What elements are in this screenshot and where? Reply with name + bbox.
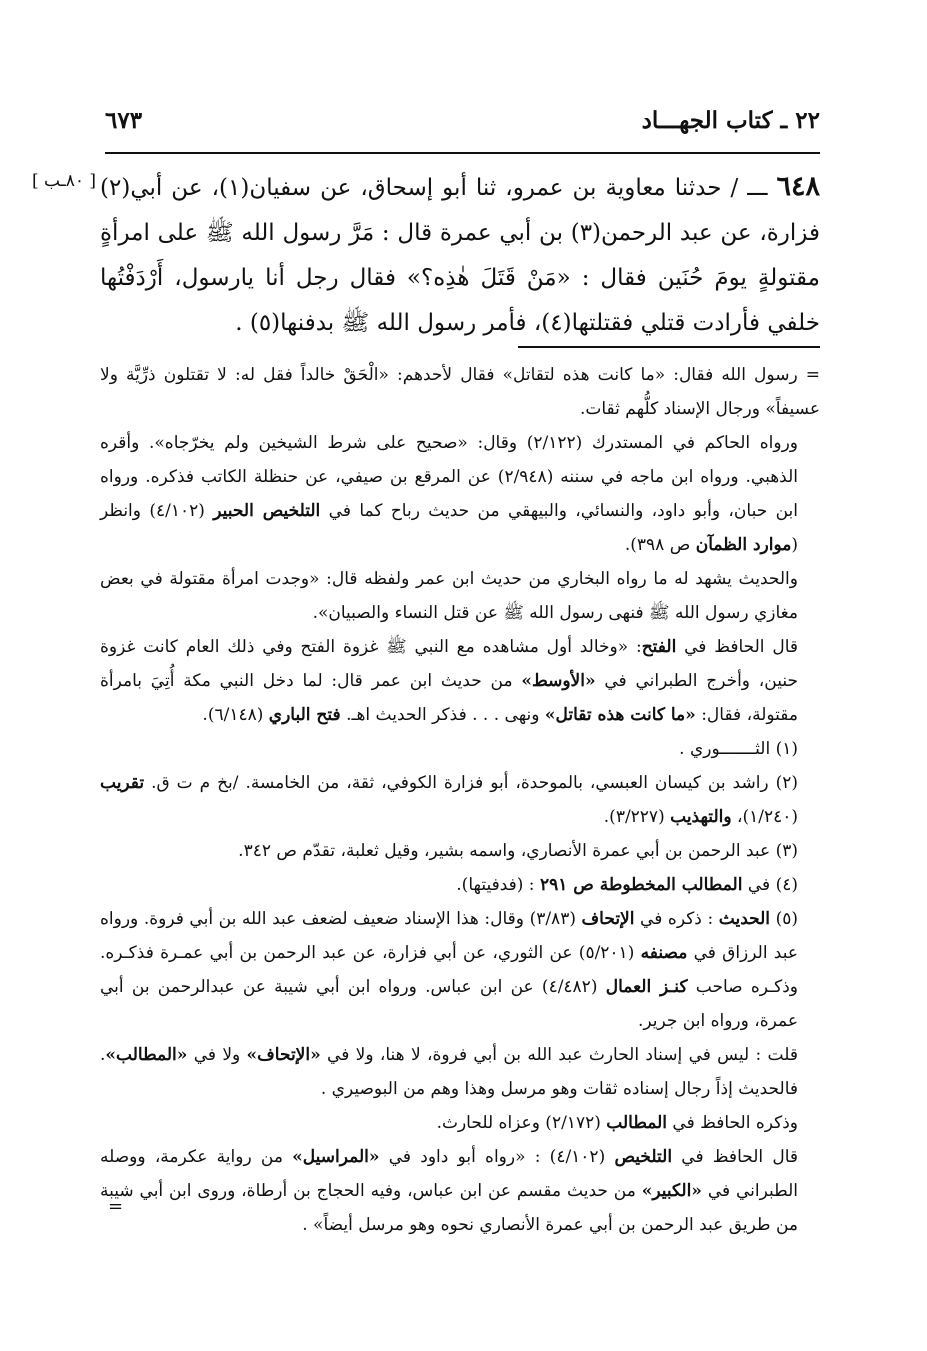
footnote-text: (٣) عبد الرحمن بن أبي عمرة الأنصاري، واسمه بشير، وقيل ثعلبة، تقدّم ص ٣٤٢. (238, 841, 798, 861)
footnote-paragraph (100, 562, 820, 630)
footnote-citation: «الإتحاف» (246, 1045, 321, 1065)
footnote-citation: فتح الباري (268, 705, 341, 725)
footnote-paragraph (100, 1038, 820, 1106)
footnote-citation: المطالب (606, 1113, 667, 1133)
footnote-text: (١/٢٤٠)، (731, 807, 798, 827)
footnote-citation: «ما كانت هذه تقاتل» (544, 705, 696, 725)
footnote-text: والحديث يشهد له ما رواه البخاري من حديث ابن عمر ولفظه قال: «وجدت امرأة مقتولة في بعض مغازي رسول الله ﷺ فنهى رسول الله ﷺ عن قتل النساء والصبيان». (100, 569, 798, 623)
footnote-text: ولا في (187, 1045, 247, 1065)
footnote-text: . فالحديث إذاً رجال إسناده ثقات وهو مرسل وهذا وهم من البوصيري . (100, 1045, 798, 1099)
footnote-citation: «المراسيل» (292, 1147, 380, 1167)
footnote-text: ونهى . . . فذكر الحديث اهـ. (340, 705, 545, 725)
footnote-text: وذكره الحافظ في (667, 1113, 798, 1133)
footnote-citation: مصنفه (640, 943, 688, 963)
manuscript-folio-marker: [ ٨٠ـب ] (31, 171, 96, 191)
footnote-citation: الإتحاف (581, 909, 635, 929)
footnote-text: قال الحافظ في (672, 1147, 799, 1167)
footnote-citation: التلخيص (614, 1147, 673, 1167)
footnote-citation: «الأوسط» (521, 671, 596, 691)
footnote-text: : (فدفيتها). (456, 875, 540, 895)
footnote-text: من حديث ابن عمر قال: لما دخل النبي مكة أُتِيَ بامرأة مقتولة، فقال: (100, 671, 798, 725)
footnote-text: (٢) راشد بن كيسان العبسي، بالموحدة، أبو فزارة الكوفي، ثقة، من الخامسة. /بخ م ت ق. (144, 773, 798, 793)
footnote-paragraph (100, 1106, 820, 1140)
footnote-paragraph (100, 630, 820, 732)
page-header (105, 98, 820, 142)
footnote-paragraph (100, 902, 820, 1038)
footnote-citation: موارد الظمآن (695, 535, 792, 555)
footnote-text: (٣/٨٣) وقال: هذا الإسناد ضعيف لضعف عبد الله بن أبي فروة. ورواه عبد الرزاق في (100, 909, 798, 963)
footnote-text: : «وخالد أول مشاهده مع النبي ﷺ غزوة الفتح وفي ذلك العام كانت غزوة حنين، وأخرج الطبراني في (100, 637, 798, 691)
footnote-text: (٤/١٠٢) وانظر ( (100, 501, 798, 555)
chapter-title: ٢٢ ـ كتاب الجهـــاد (641, 106, 820, 134)
footnote-text: (٥) (770, 909, 798, 929)
footnote-text: (٤/١٠٢) : «رواه أبو داود في (379, 1147, 615, 1167)
footnote-citation: تقريب (100, 773, 145, 793)
footnote-text: قلت : ليس في إسناد الحارث عبد الله بن أبي فروة، لا هنا، ولا في (320, 1045, 798, 1065)
footnote-text: (٤/٤٨٢) عن ابن عباس. ورواه ابن أبي شيبة عن عبدالرحمن بن أبي عمرة، ورواه ابن جرير. (100, 977, 798, 1031)
footnote-text: قال الحافظ في (676, 637, 798, 657)
header-rule (105, 152, 820, 154)
footnote-text: (٦/١٤٨). (202, 705, 269, 725)
footnote-citation: الحديث (718, 909, 770, 929)
footnote-citation: «الكبير» (641, 1181, 702, 1201)
footnote-paragraph (100, 766, 820, 834)
hadith-paragraph (100, 164, 820, 346)
footnote-citation: «المطالب» (105, 1045, 188, 1065)
footnote-text: (١) الثـــــــوري . (679, 739, 798, 759)
footnotes (100, 358, 820, 1242)
footnote-paragraph (100, 358, 820, 426)
footnote-text: من رواية عكرمة، ووصله الطبراني في (100, 1147, 798, 1201)
footnote-paragraph (100, 426, 820, 562)
footnote-text: (٤) في (742, 875, 798, 895)
footnote-paragraph (100, 732, 820, 766)
footnote-citation: التلخيص الحبير (213, 501, 321, 521)
footnote-text: (٢/١٧٢) وعزاه للحارث. (436, 1113, 607, 1133)
footnote-citation: الفتح (641, 637, 677, 657)
footnote-text: ص ٣٩٨). (624, 535, 696, 555)
footnote-text: : ذكره في (634, 909, 719, 929)
footnote-text: = رسول الله فقال: «ما كانت هذه لتقاتل» فقال لأحدهم: «الْحَقْ خالداً فقل له: لا تقتلون ذرِّيَّة ولا عسيفاً» ورجال الإسناد كلُّهم ثقات. (100, 365, 820, 419)
footnote-citation: كنـز العمال (605, 977, 688, 997)
hadith-number: ٦٤٨ (776, 171, 821, 202)
footnote-text: من حديث مقسم عن ابن عباس، وفيه الحجاج بن أرطاة، وروى ابن أبي شيبة من طريق عبد الرحمن بن أبي عمرة الأنصاري نحوه وهو مرسل أيضاً» . (100, 1181, 798, 1235)
continuation-mark: = (108, 1196, 124, 1217)
footnote-paragraph (100, 1140, 820, 1242)
footnote-text: (٥/٢٠١) عن الثوري، عن أبي فزارة، عن عبد الرحمن بن أبي عمـرة فذكـره. وذكـره صاحب (100, 943, 799, 997)
footnote-text: (٣/٢٢٧). (603, 807, 671, 827)
footnote-citation: والتهذيب (670, 807, 732, 827)
footnote-paragraph (100, 834, 820, 868)
footnote-text: ورواه الحاكم في المستدرك (٢/١٢٢) وقال: «صحيح على شرط الشيخين ولم يخرّجاه». وأقره الذهبي. ورواه ابن ماجه في سننه (٢/٩٤٨) عن المرقع بن صيفي، عن حنظلة الكاتب فذكره. ورواه ابن حبان، وأبو داود، والنسائي، والبيهقي من حديث رباح كما في (100, 433, 798, 521)
page-number: ٦٧٣ (105, 106, 143, 134)
hadith-text (100, 164, 820, 346)
footnote-citation: المطالب المخطوطة ص ٢٩١ (539, 875, 743, 895)
footnote-paragraph (100, 868, 820, 902)
footnote-rule (518, 346, 820, 348)
hadith-body: ـــ / حدثنا معاوية بن عمرو، ثنا أبو إسحاق، عن سفيان(١)، عن أبي(٢) فزارة، عن عبد الرحمن(٣) بن أبي عمرة قال : مَرَّ رسول الله ﷺ على امرأةٍ مقتولةٍ يومَ حُنَين فقال : «مَنْ قَتَلَ هٰذِه؟» فقال رجل أنا يارسول، أَرْدَفْتُها خلفي فأرادت قتلي فقتلتها(٤)، فأمر رسول الله ﷺ بدفنها(٥) . (100, 175, 820, 336)
